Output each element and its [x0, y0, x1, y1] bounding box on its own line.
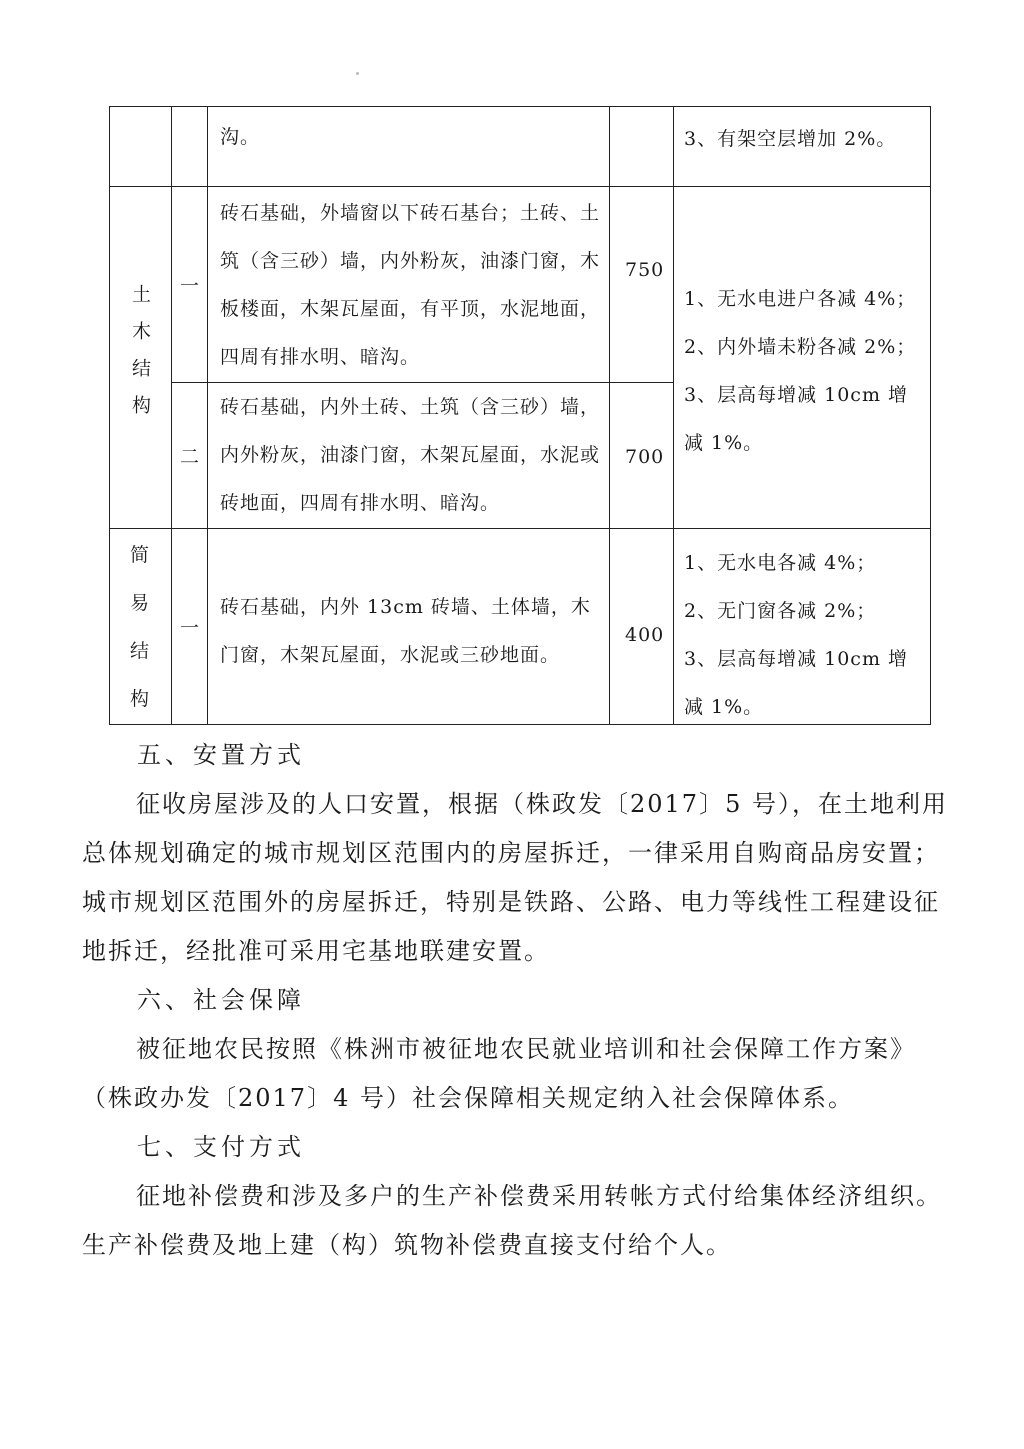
section-paragraph-anzhi: 征收房屋涉及的人口安置，根据（株政发〔2017〕5 号），在土地利用总体规划确定的城市规划区范围内的房屋拆迁，一律采用自购商品房安置；城市规划区范围外的房屋拆迁，特别是铁路、公路、电力等线性工程建设征地拆迁，经批准可采用宅基地联建安置。 [82, 790, 948, 965]
scan-speck [356, 72, 359, 75]
jianyi-note-2: 2、无门窗各减 2%； [684, 600, 877, 622]
tumu-grade1-price-text: 750 [625, 259, 665, 281]
jianyi-price-text: 400 [625, 624, 665, 646]
jianyi-note-1: 1、无水电各减 4%； [684, 552, 877, 574]
tumu-note-1: 1、无水电进户各减 4%； [684, 288, 917, 310]
compensation-table [109, 106, 931, 725]
top-desc-text: 沟。 [220, 126, 261, 148]
section-paragraph-shebao: 被征地农民按照《株洲市被征地农民就业培训和社会保障工作方案》（株政办发〔2017〕4 号）社会保障相关规定纳入社会保障体系。 [82, 1035, 916, 1112]
jianyi-notes [684, 539, 924, 731]
tumu-grade2-desc-text: 砖石基础，内外土砖、土筑（含三砂）墙，内外粉灰，油漆门窗，木架瓦屋面，水泥或砖地面，四周有排水明、暗沟。 [220, 396, 601, 514]
section-paragraph-zhifu: 征地补偿费和涉及多户的生产补偿费采用转帐方式付给集体经济组织。生产补偿费及地上建（构）筑物补偿费直接支付给个人。 [82, 1182, 942, 1259]
jianyi-desc-text: 砖石基础，内外 13cm 砖墙、土体墙，木门窗，木架瓦屋面，水泥或三砂地面。 [220, 596, 591, 666]
section-heading-shebao: 六、社会保障 [137, 986, 305, 1014]
tumu-note-2: 2、内外墙未粉各减 2%； [684, 336, 917, 358]
cell-top-grade [171, 106, 208, 187]
jianyi-grade-label: 一 [179, 617, 199, 639]
cell-jianyi-grade [171, 528, 208, 725]
tumu-grade2-price-text: 700 [625, 446, 665, 468]
tumu-grade2-label: 二 [179, 446, 199, 468]
cell-tumu-grade2-price [609, 382, 674, 529]
cell-jianyi-desc [207, 528, 610, 725]
cell-top-desc [207, 106, 610, 187]
cell-tumu-grade1 [171, 186, 208, 383]
cell-jianyi-category [109, 528, 172, 725]
jianyi-note-3: 3、层高每增减 10cm 增减 1%。 [684, 648, 909, 718]
tumu-grade1-label: 一 [179, 275, 199, 297]
tumu-category-label: 土木结构 [129, 283, 151, 432]
cell-tumu-category [109, 186, 172, 529]
cell-tumu-grade2-desc [207, 382, 610, 529]
cell-jianyi-notes [673, 528, 931, 725]
cell-tumu-grade1-desc [207, 186, 610, 383]
tumu-grade1-desc-text: 砖石基础，外墙窗以下砖石基台；土砖、土筑（含三砂）墙，内外粉灰，油漆门窗，木板楼面，木架瓦屋面，有平顶，水泥地面，四周有排水明、暗沟。 [220, 202, 601, 368]
section-heading-anzhi: 五、安置方式 [137, 741, 305, 769]
jianyi-category-label: 简易结构 [129, 543, 151, 710]
tumu-note-3: 3、层高每增减 10cm 增减 1%。 [684, 384, 909, 454]
cell-tumu-grade1-price [609, 186, 674, 383]
cell-jianyi-price [609, 528, 674, 725]
cell-tumu-notes [673, 186, 931, 529]
cell-top-note [673, 106, 931, 187]
top-note-text: 3、有架空层增加 2%。 [684, 128, 897, 150]
cell-top-category [109, 106, 172, 187]
tumu-notes [684, 275, 924, 467]
section-heading-zhifu: 七、支付方式 [137, 1133, 305, 1161]
cell-tumu-grade2 [171, 382, 208, 529]
cell-top-price [609, 106, 674, 187]
